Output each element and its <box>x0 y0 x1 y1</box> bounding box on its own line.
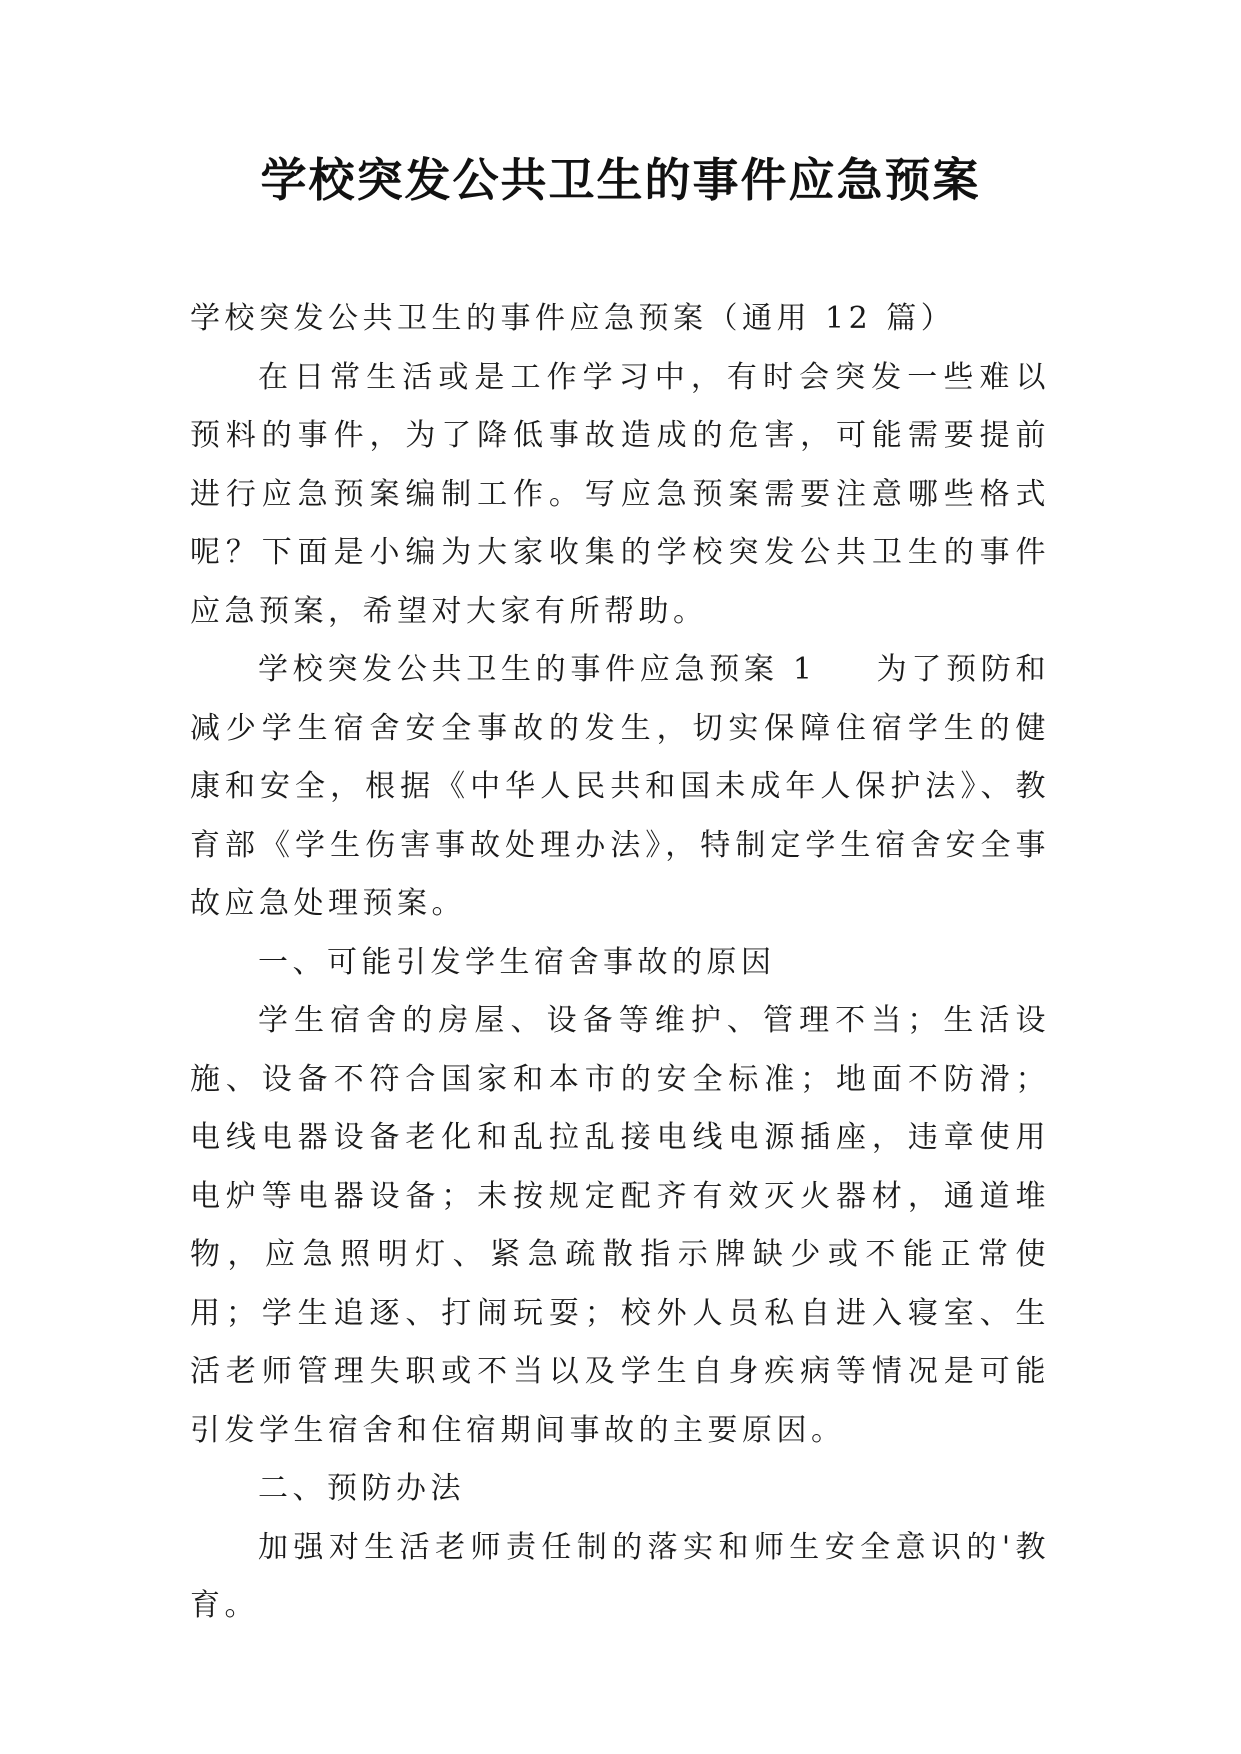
section-1-heading: 学校突发公共卫生的事件应急预案 1 <box>258 652 817 687</box>
section-1-paragraph <box>190 641 1050 934</box>
causes-paragraph: 学生宿舍的房屋、设备等维护、管理不当；生活设施、设备不符合国家和本市的安全标准；地面不防滑；电线电器设备老化和乱拉乱接电线电源插座，违章使用电炉等电器设备；未按规定配齐有效灭火器材，通道堆物，应急照明灯、紧急疏散指示牌缺少或不能正常使用；学生追逐、打闹玩耍；校外人员私自进入寝室、生活老师管理失职或不当以及学生自身疾病等情况是可能引发学生宿舍和住宿期间事故的主要原因。 <box>190 1003 1050 1448</box>
section-1-text: 为了预防和减少学生宿舍安全事故的发生，切实保障住宿学生的健康和安全，根据《中华人民共和国未成年人保护法》、教育部《学生伤害事故处理办法》，特制定学生宿舍安全事故应急处理预案。 <box>190 652 1051 921</box>
intro-paragraph: 在日常生活或是工作学习中，有时会突发一些难以预料的事件，为了降低事故造成的危害，可能需要提前进行应急预案编制工作。写应急预案需要注意哪些格式呢？下面是小编为大家收集的学校突发公共卫生的事件应急预案，希望对大家有所帮助。 <box>190 359 1050 629</box>
page-title: 学校突发公共卫生的事件应急预案 <box>260 153 981 207</box>
subtitle: 学校突发公共卫生的事件应急预案（通用 12 篇） <box>190 301 956 336</box>
prevention-paragraph: 加强对生活老师责任制的落实和师生安全意识的'教育。 <box>190 1529 1050 1623</box>
document-body <box>190 290 1050 1636</box>
heading-prevention: 二、预防办法 <box>258 1471 465 1506</box>
heading-causes: 一、可能引发学生宿舍事故的原因 <box>258 944 776 980</box>
